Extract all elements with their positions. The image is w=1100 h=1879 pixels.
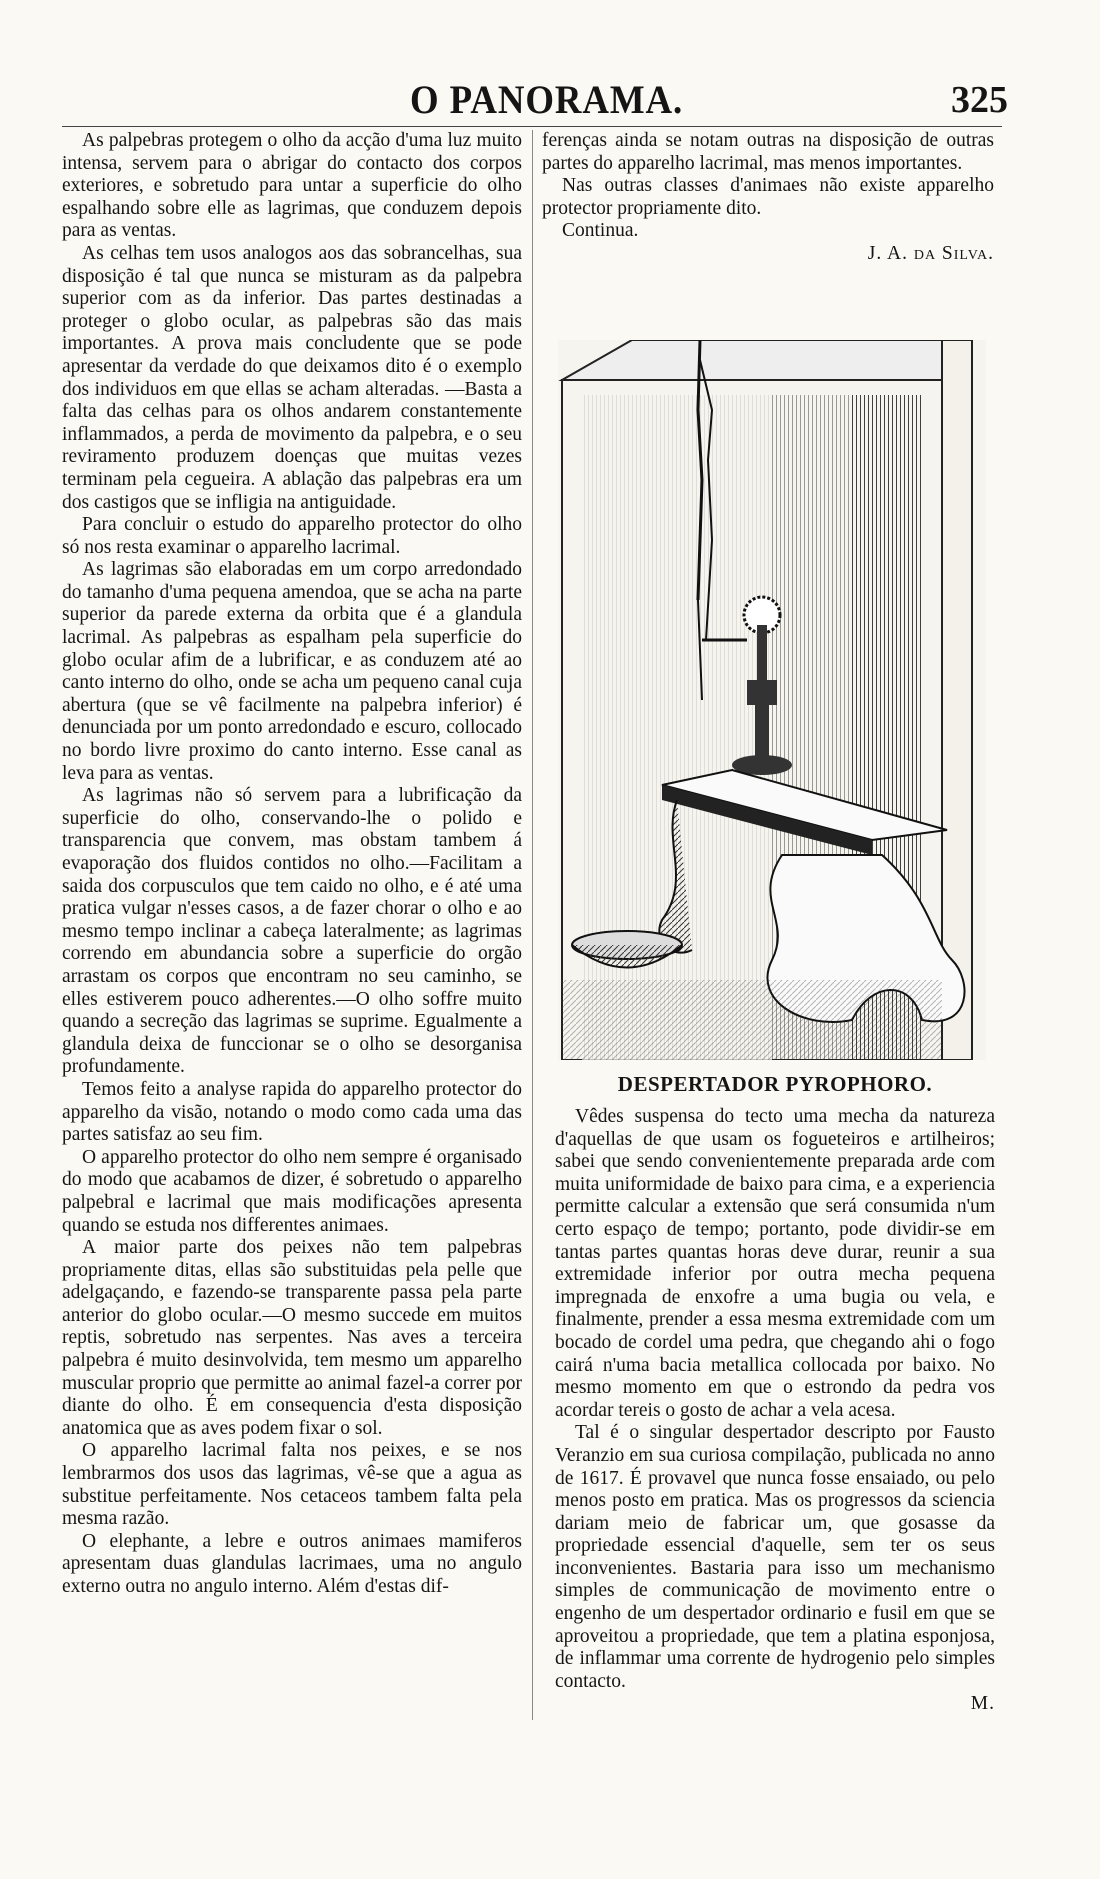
header-rule <box>62 126 1002 127</box>
candle-alarm-clock-engraving-icon <box>552 340 992 1080</box>
continua-note: Continua. <box>562 220 639 242</box>
paragraph: A maior parte dos peixes não tem palpebras propriamente ditas, ellas são substituidas pela pelle que adelgaçando, e fazendo-se transparente passa pela parte anterior do globo ocular.—O mesmo succede em muitos reptis, sobretudo nas serpentes. Nas aves a terceira palpebra é muito desinvolvida, tem mesmo um apparelho muscular proprio que permitte ao animal fazel-a correr por diante do olho. É em consequencia d'esta disposição anatomica que as aves podem fixar o sol. <box>62 1237 522 1439</box>
continued-paragraph: ferenças ainda se notam outras na disposição de outras partes do apparelho lacrimal, mas menos importantes. <box>542 130 994 174</box>
page-number: 325 <box>951 79 1008 121</box>
paragraph: Para concluir o estudo do apparelho protector do olho só nos resta examinar o apparelho lacrimal. <box>62 514 522 558</box>
page-header <box>0 76 1100 126</box>
paragraph: Nas outras classes d'animaes não existe apparelho protector propriamente dito. <box>542 175 994 219</box>
paragraph: O elephante, a lebre e outros animaes mamiferos apresentam duas glandulas lacrimaes, uma no angulo externo outra no angulo interno. Além d'estas dif- <box>62 1530 522 1597</box>
paragraph: As palpebras protegem o olho da acção d'uma luz muito intensa, servem para o abrigar do contacto dos corpos exteriores, e sobretudo para untar a superficie do olho espalhando sobre elle as lagrimas, que conduzem depois para as ventas. <box>62 130 522 242</box>
figure-caption: DESPERTADOR PYROPHORO. <box>617 1072 933 1096</box>
right-column-top <box>542 130 994 266</box>
closing-signature: M. <box>970 1693 995 1715</box>
paragraph: As lagrimas não só servem para a lubrificação da superficie do olho, conservando-lhe o polido e transparencia que convem, mas obstam tambem á evaporação dos fluidos contidos no olho.—Facilitam a saida dos corpusculos que tem caido no olho, e é até uma pratica vulgar n'esses casos, a de fazer chorar o olho e ao mesmo tempo inclinar a cabeça lateralmente; as lagrimas correndo em abundancia sobre a superficie do orgão arrastam os corpos que encontram no seu caminho, se elles estiverem pouco adherentes.—O olho soffre muito quando a secreção das lagrimas se suprime. Egualmente a glandula deixa de funccionar se o olho se desorganisa profundamente. <box>62 785 522 1078</box>
paragraph: Tal é o singular despertador descripto por Fausto Veranzio em sua curiosa compilação, publicada no anno de 1617. É provavel que nunca fosse ensaiado, ou pelo menos posto em pratica. Mas os progressos da sciencia dariam meio de fabricar um, que gosasse da propriedade essencial d'aquelle, sem ter os seus inconvenientes. Bastaria para isso um mechanismo simples de communicação de movimento entre o engenho de um despertador ordinario e fusil em que se aproveitou a propriedade, que tem a platina esponjosa, de inflammar uma corrente de hydrogenio pelo simples contacto. <box>555 1422 995 1692</box>
paragraph: As lagrimas são elaboradas em um corpo arredondado do tamanho d'uma pequena amendoa, que se acha na parte superior da parede externa da orbita que é a glandula lacrimal. As palpebras as espalham pela superficie do globo ocular afim de a lubrificar, e as conduzem até ao canto interno do olho, onde se acha um pequeno canal cuja abertura (que se vê facilmente na palpebra inferior) é denunciada por um ponto arredondado e escuro, collocado no bordo livre proximo do canto interno. Esse canal as leva para as ventas. <box>62 559 522 784</box>
author-signature: J. A. da Silva. <box>867 242 994 264</box>
paragraph: As celhas tem usos analogos aos das sobrancelhas, sua disposição é tal que nunca se misturam as da palpebra superior com as da inferior. Das partes destinadas a proteger o globo ocular, as palpebras são das mais importantes. A prova mais concludente que se pode apresentar da verdade do que deixamos dito é o exemplo dos individuos em que ellas se acham alteradas. —Basta a falta das celhas para os olhos andarem constantemente inflammados, a perda de movimento da palpebra, e o seu reviramento produzem doenças que muitas vezes terminam pela cegueira. A ablação das palpebras era um dos castigos que se infligia na antiguidade. <box>62 242 522 513</box>
journal-title: O PANORAMA. <box>410 77 684 122</box>
paragraph: O apparelho lacrimal falta nos peixes, e se nos lembrarmos dos usos das lagrimas, vê-se que a agua as substitue perfeitamente. Nos cetaceos tambem falta pela mesma razão. <box>62 1440 522 1530</box>
column-divider <box>532 130 533 1720</box>
paragraph: Temos feito a analyse rapida do apparelho protector do apparelho da visão, notando o modo como cada uma das partes satisfaz ao seu fim. <box>62 1078 522 1146</box>
paragraph: Vêdes suspensa do tecto uma mecha da natureza d'aquellas de que usam os fogueteiros e artilheiros; sabei que sendo convenientemente preparada arde com muita uniformidade de baixo para cima, e a experiencia permitte calcular a extensão que será consumida n'um certo espaço de tempo; portanto, pode dividir-se em tantas partes quantas horas deve durar, reunir a sua extremidade inferior por outra mecha pequena impregnada de enxofre a uma bugia ou vela, e finalmente, prender a essa mesma extremidade com um bocado de cordel uma pedra, que chegando ahi o fogo cairá n'uma bacia metallica collocada por baixo. No mesmo momento em que o estrondo da pedra vos acordar tereis o gosto de achar a vela acesa. <box>555 1106 995 1421</box>
paragraph: O apparelho protector do olho nem sempre é organisado do modo que acabamos de dizer, é sobretudo o apparelho palpebral e lacrimal que mais modificações apresenta quando se estuda nos differentes animaes. <box>62 1146 522 1236</box>
right-column-bottom <box>555 1106 995 1716</box>
left-column <box>62 130 522 1599</box>
